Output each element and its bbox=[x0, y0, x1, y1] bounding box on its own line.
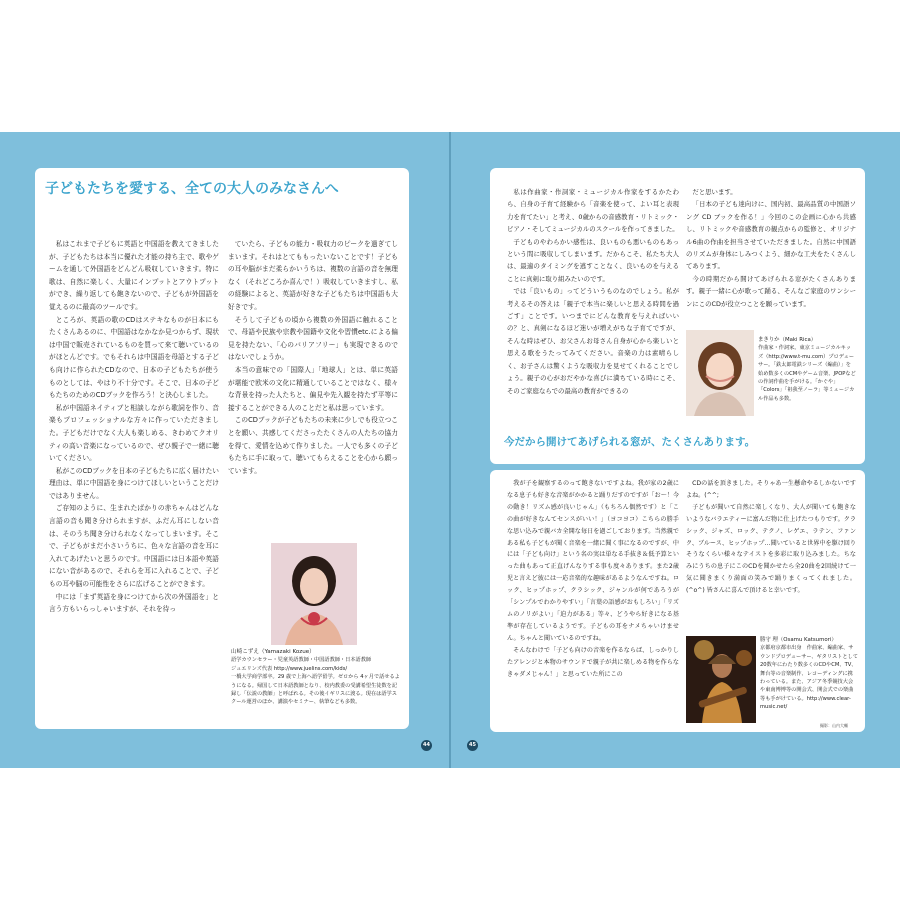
paragraph: ていたら、子どもの能力・吸収力のピークを過ぎてしまいます。それはとてももったいないことです！子どもの耳や脳がまだ柔らかいうちは、複数の言語の音を無理なく（それどころか喜んで！）吸収していきますし、私の経験によると、英語が好きな子どもたちは中国語も大好きです。 bbox=[228, 240, 398, 311]
paragraph: ご存知のように、生まれたばかりの赤ちゃんはどんな言語の音も聞き分けられますが、ふだん耳にしない音は、そのうち聞き分けられなくなってしまいます。そこで、子どもがまだ小さいうちに、色々な言語の音を耳に入れてあげたいと思うのです。中国語には日本語や英語にない音があるので、それらを耳に入れることで、子どもの耳や脳の可能性をさらに広げることができます。 bbox=[49, 504, 219, 589]
paragraph: 我が子を観察するのって飽きないですよね。我が家の2歳になる息子も好きな音楽がかかると踊りだすのですが「お〜！今の動き！リズム感が良いじゃん」（もちろん偶然です）と「この曲が好きなんてセンスがいい！」（ヨコヨコ）こちらの勝手な思い込みで親バカ全開な毎日を過ごしております。当然親である私も子どもが聞く音楽を一緒に聞く事になるのですが、中には「子ども向け」という名の実は単なる手抜き＆低予算といった曲もあって正直げんなりする事も度々あります。また2歳児と言えど彼には一応音楽的な趣味があるようなんですね。ロック、ヒップホップ、クラシック、ジャンルが何であろうが「シンプルでわかりやすい」「言葉の語感がおもしろい」「リズムのノリがよい」「迫力がある」等々、どうやら好きになる基準が存在しているようです。子どもの耳をナメちゃいけません。ちゃんと聞いているのですね。 bbox=[507, 480, 679, 642]
paragraph: 子どもが聞いて自然に楽しくなり、大人が聞いても飽きないようなバラエティーに富んだ物に仕上げたつもりです。クラシック、ジャズ、ロック、テクノ、レゲエ、ラテン、ファンク、ブルース、ヒップホップ…聞いていると世界中を駆け回りそうなくらい様々なテイストを多彩に取り込みました。ちなみにうちの息子にこのCDを聞かせたら全20曲を2回続けて一気に聞きまくり満面の笑みで踊りまくってくれました。(^o^) 皆さんに喜んで頂けると幸いです。 bbox=[686, 503, 856, 595]
maki-profile-caption bbox=[758, 336, 856, 403]
portrait-katsumori-image bbox=[686, 636, 756, 723]
photo-credit: 撮影：山内大輔 bbox=[820, 723, 848, 728]
right-top-column-2 bbox=[686, 186, 856, 310]
portrait-katsumori bbox=[686, 636, 756, 723]
paragraph: 今の時期だから開けてあげられる窓がたくさんあります。親子一緒に心が歌って踊る、そんなご家庭のワンシーンにこのCDが役立つことを願っています。 bbox=[686, 274, 856, 308]
right-bottom-column-1 bbox=[507, 478, 679, 680]
right-middle-title: 今だから開けてあげられる窓が、たくさんあります。 bbox=[504, 436, 756, 448]
portrait-maki-image bbox=[686, 330, 754, 416]
paragraph: 私が中国語ネイティブと相談しながら歌詞を作り、音楽もプロフェッショナルな方々に作っていただきました。子どもだけでなく大人も楽しめる、きわめてクオリティの高い音楽になっているので、ぜひ親子で一緒に聴いてください。 bbox=[49, 403, 219, 463]
paragraph: 「日本の子ども達向けに、国内初、最高品質の中国語ソング CD ブックを作る！」今回のこの企画に心から共感し、リトミックや音感教育の観点からの監修と、オリジナル6曲の作曲を担当させていただきました。自然に中国語のリズムが身体にしみつくよう、細かな工夫をたくさんしてあります。 bbox=[686, 200, 856, 271]
left-column-2 bbox=[228, 238, 398, 477]
katsumori-bio: 京都府京都市出身 作曲家、編曲家、サウンドプロデューサー、ギタリストとして20数年にわたり数多くのCDやCM、TV、舞台等の音楽制作、レコーディングに携わっている。また、アジア冬季競技大会や東南博博等の開会式、開会式での楽曲等も手がけている。http://www.clear-music.net/ bbox=[760, 645, 858, 711]
paragraph: 私はこれまで子どもに英語と中国語を教えてきましたが、子どもたちは本当に優れた才能の持ち主で、歌やゲームを通して外国語をどんどん吸収していきます。特に歌は、自然に楽しく、大量にインプットとアウトプットができ、繰り返しても飽きないので、子どもが外国語を覚えるのに最高のツールです。 bbox=[49, 240, 219, 311]
paragraph: 子どものやわらかい感性は、良いものも悪いものもあっという間に吸収してしまいます。だからこそ、私たち大人は、最適のタイミングを逃すことなく、良いものを与えることに真剣に取り組みたいのです。 bbox=[507, 237, 679, 283]
paragraph: そうして子どもの頃から複数の外国語に触れることで、母語や民族や宗教や国籍や文化や習慣etc.による偏見を持たない、「心のバリアフリー」も実現できるのではないでしょうか。 bbox=[228, 315, 398, 362]
katsumori-name: 勝守 理（Osamu Katsumori） bbox=[760, 637, 837, 643]
yamazaki-profile-caption bbox=[231, 648, 401, 707]
left-article-panel bbox=[35, 168, 409, 729]
paragraph: 中には「まず英語を身につけてから次の外国語を」と言う方もいらっしゃいますが、それを待っ bbox=[49, 592, 219, 614]
paragraph: そんなわけで「子ども向けの音楽を作るならば、しっかりしたアレンジと本物のサウンドで親子が共に楽しめる物を作らなきゃダメじゃん！」と思っていた所にこの bbox=[507, 646, 679, 678]
right-bottom-panel bbox=[490, 470, 865, 732]
left-page-title: 子どもたちを愛する、全ての大人のみなさんへ bbox=[45, 181, 339, 197]
right-bottom-column-2 bbox=[686, 478, 856, 597]
left-column-1 bbox=[49, 238, 219, 616]
paragraph: では「良いもの」ってどういうものなのでしょう。私が考えるその答えは「親子で本当に楽しいと思える時間を過ごす」ことです。いつまでにどんな教育を与えればいいの？と、真剣になるほど迷いが増えがちな子育てですが、そんな時はぜひ、お父さんお母さん自身が心から楽しいと思える歌をうたってみてください。音楽の力は素晴らしく、お子さんは驚くような吸収力を見せてくれることでしょう。親子の心がおだやかな喜びに満ちている時にこそ、そのご家庭ならでの最高の教育ができるの bbox=[507, 287, 679, 395]
page-gutter bbox=[449, 132, 451, 768]
maki-name: まきりか（Maki Rica） bbox=[758, 337, 817, 343]
page-number-left: 44 bbox=[421, 740, 432, 751]
right-top-column-1 bbox=[507, 186, 679, 397]
paragraph: ところが、英語の歌のCDはステキなものが日本にもたくさんあるのに、中国語はなかなか見つからず、現状は中国で販売されているものを買って来て聴いているのがほとんどです。でもそれらは中国語を母語とする子ども向けに作られたCDなので、日本の子どもたちが使うものとしては、やはり不十分です。そこで、日本の子どもたちのためのCDブックを作ろう！と決心しました。 bbox=[49, 315, 219, 400]
yamazaki-role: 語学カウンセラー・児童英語教師・中国語教師・日本語教師 bbox=[231, 657, 372, 664]
paragraph: だと思います。 bbox=[692, 188, 737, 196]
yamazaki-name: 山崎こずえ（Yamazaki Kozue） bbox=[231, 649, 315, 655]
paragraph: このCDブックが子どもたちの未来に少しでも役立つことを願い、共感してくださったたくさんの人たちの協力を得て、愛情を込めて作りました。一人でも多くの子どもたちに手に取って、聴いてもらえることを心から願っています。 bbox=[228, 416, 398, 475]
yamazaki-org: ジュエリンズ代表 http://www.juelins.com/kids/ bbox=[231, 665, 348, 672]
katsumori-profile-caption bbox=[760, 636, 858, 712]
paragraph: 私は作曲家・作詞家・ミュージカル作家をするかたわら、自身の子育て経験から「音楽を使って、よい耳と表現力を育てたい」と考え、0歳からの音感教育・リトミック・ピアノ・そしてミュージカルのスクールを作ってきました。 bbox=[507, 188, 679, 234]
page-number-right: 45 bbox=[467, 740, 478, 751]
portrait-yamazaki-image bbox=[271, 543, 357, 645]
paragraph: 本当の意味での「国際人」「地球人」とは、単に英語が堪能で欧米の文化に精通していることではなく、様々な背景を持った人たちと、偏見や先入観を持たず平等に接することができる人のことだと私は思っています。 bbox=[228, 365, 398, 412]
maki-bio: 作曲家・作詞家。東京ミュージカルキッズ（http://www.t-mu.com）プロデューサー。「鉄太郎電鉄シリーズ（編曲）」を始め数多くのCMやゲーム音楽、JPOPなどの作詞作曲を手がける。「かぐや」「Colors」「祖我至ノーラ」等ミュージカル作品も多数。 bbox=[758, 345, 856, 402]
paragraph: 私がこのCDブックを日本の子どもたちに広く届けたい理由は、単に中国語を身につけてほしいということだけではありません。 bbox=[49, 466, 219, 500]
portrait-maki bbox=[686, 330, 754, 416]
portrait-yamazaki bbox=[271, 543, 357, 645]
yamazaki-bio: 一橋大学商学部卒。29 歳で上海へ語学留学。ゼロから 4ヶ月で話せるようになる。帰国して日本語教師となり、校内教委の受講希望生徒数を記録し「伝説の教師」と呼ばれる。その後イギリスに渡る。現在は語学スクール運営のほか、講演やセミナー、執筆なども多数。 bbox=[231, 674, 400, 706]
right-top-panel bbox=[490, 168, 865, 464]
paragraph: CDの話を頂きました。そりゃあ一生懸命やるしかないですよね。(^^; bbox=[686, 480, 856, 499]
